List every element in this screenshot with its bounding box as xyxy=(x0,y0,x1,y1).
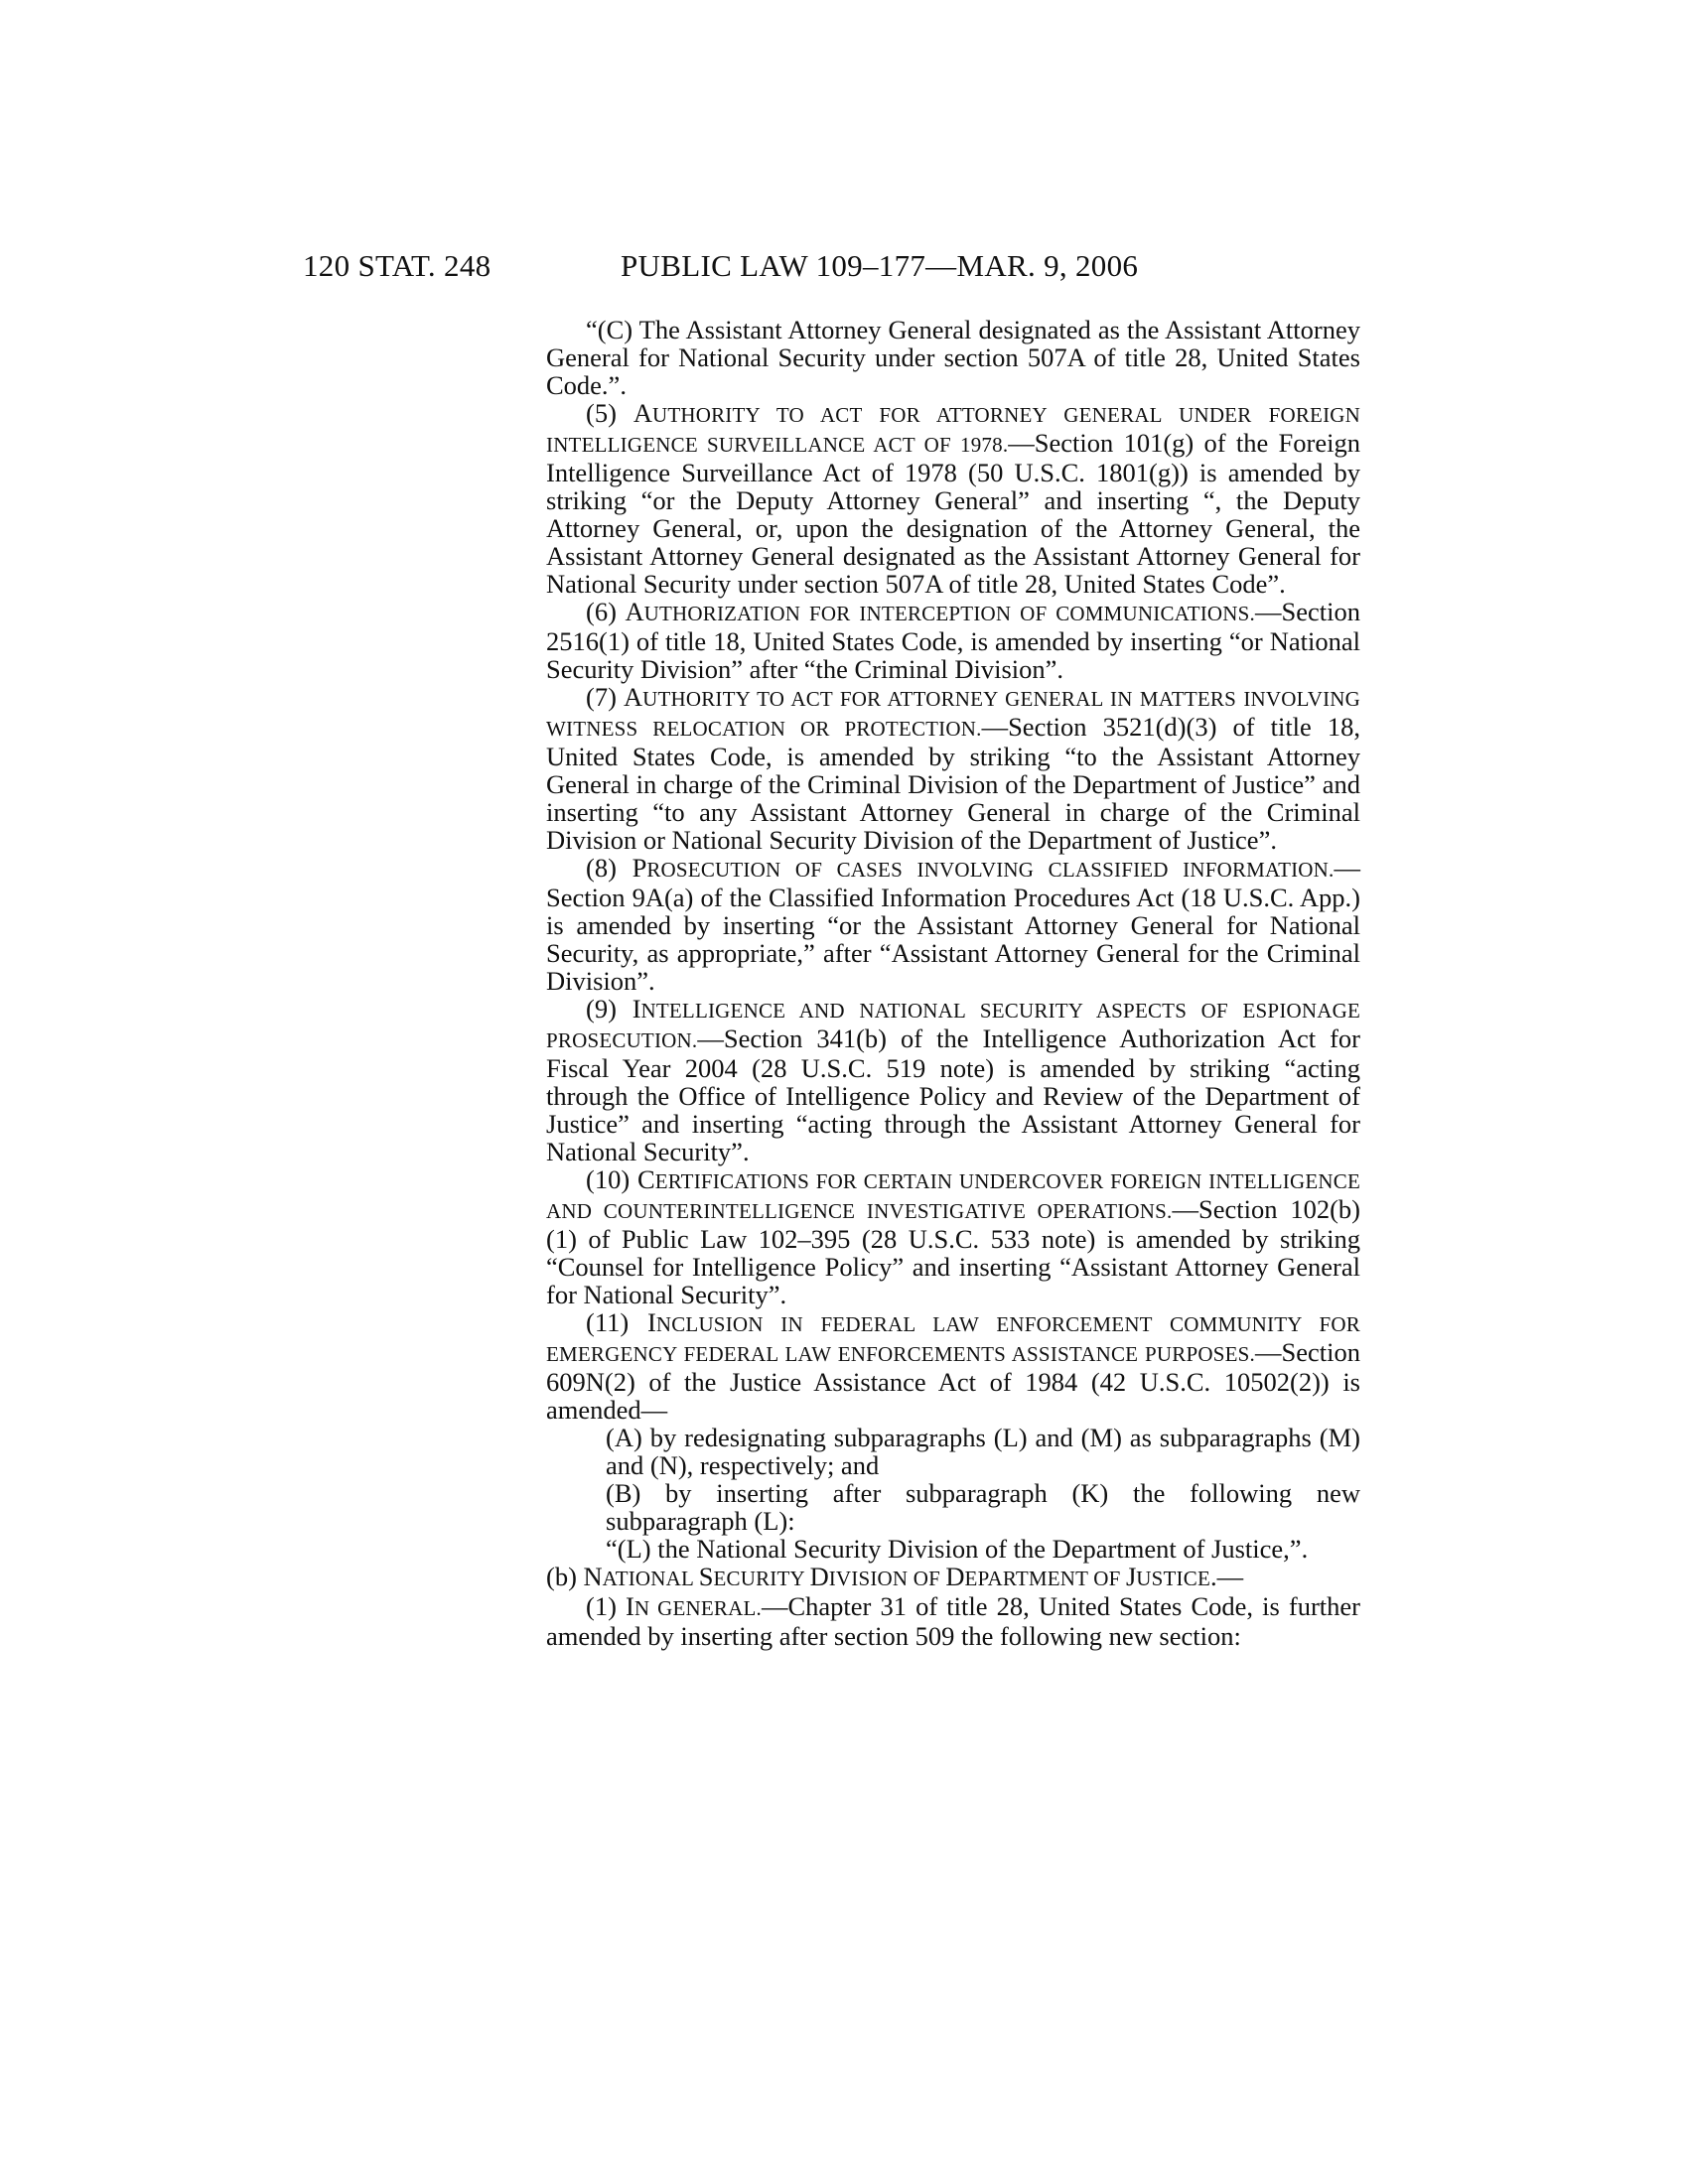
paragraph-heading: N GENERAL. xyxy=(633,1596,762,1620)
paragraph-heading: ERTIFICATIONS FOR CERTAIN UNDERCOVER FOREIGN INTELLIGENCE AND COUNTERINTELLIGENCE INVESTIGATIVE OPERATIONS. xyxy=(546,1169,1360,1223)
statute-text xyxy=(546,316,1360,1650)
paragraph-heading: UTHORIZATION FOR INTERCEPTION OF COMMUNICATIONS. xyxy=(643,602,1255,625)
paragraph-5: (5) AUTHORITY TO ACT FOR ATTORNEY GENERAL UNDER FOREIGN INTELLIGENCE SURVEILLANCE ACT OF 1978.—Section 101(g) of the Foreign Intelligence Surveillance Act of 1978 (50 U.S.C. 1801(g)) is amended by striking “or the Deputy Attorney General” and inserting “, the Deputy Attorney General, or, upon the designation of the Attorney General, the Assistant Attorney General designated as the Assistant Attorney General for National Security under section 507A of title 28, United States Code”. xyxy=(546,398,1361,599)
running-head: PUBLIC LAW 109–177—MAR. 9, 2006 xyxy=(621,248,1139,283)
paragraph-10: (10) CERTIFICATIONS FOR CERTAIN UNDERCOVER FOREIGN INTELLIGENCE AND COUNTERINTELLIGENCE INVESTIGATIVE OPERATIONS.—Section 102(b)(1) of Public Law 102–395 (28 U.S.C. 533 note) is amended by striking “Counsel for Intelligence Policy” and inserting “Assistant Attorney General for National Security”. xyxy=(546,1164,1360,1309)
paragraph-8: (8) PROSECUTION OF CASES INVOLVING CLASSIFIED INFORMATION.—Section 9A(a) of the Classified Information Procedures Act (18 U.S.C. App.) is amended by inserting “or the Assistant Attorney General for National Security, as appropriate,” after “Assistant Attorney General for the Criminal Division”. xyxy=(546,853,1360,996)
quoted-subparagraph-c: “(C) The Assistant Attorney General designated as the Assistant Attorney General for National Security under section 507A of title 28, United States Code.”. xyxy=(546,315,1360,400)
quoted-subparagraph-l: “(L) the National Security Division of the Department of Justice,”. xyxy=(606,1534,1309,1564)
page-number: 120 STAT. 248 xyxy=(303,248,492,283)
subparagraph-b: (B) by inserting after subparagraph (K) the following new subparagraph (L): xyxy=(606,1478,1360,1536)
paragraph-heading: NTELLIGENCE AND NATIONAL SECURITY ASPECTS OF ESPIONAGE PROSECUTION. xyxy=(546,999,1360,1052)
paragraph-heading: UTHORITY TO ACT FOR ATTORNEY GENERAL IN MATTERS INVOLVING WITNESS RELOCATION OR PROTECTION. xyxy=(546,687,1360,741)
paragraph-b1: (1) IN GENERAL.—Chapter 31 of title 28, United States Code, is further amended by inserting after section 509 the following new section: xyxy=(546,1591,1361,1651)
page-header xyxy=(0,248,1688,288)
paragraph-heading: NCLUSION IN FEDERAL LAW ENFORCEMENT COMMUNITY FOR EMERGENCY FEDERAL LAW ENFORCEMENTS ASSISTANCE PURPOSES. xyxy=(546,1312,1360,1366)
paragraph-6: (6) AUTHORIZATION FOR INTERCEPTION OF COMMUNICATIONS.—Section 2516(1) of title 18, United States Code, is amended by inserting “or National Security Division” after “the Criminal Division”. xyxy=(546,597,1360,684)
subparagraph-a: (A) by redesignating subparagraphs (L) and (M) as subparagraphs (M) and (N), respectively; and xyxy=(606,1423,1360,1480)
paragraph-7: (7) AUTHORITY TO ACT FOR ATTORNEY GENERAL IN MATTERS INVOLVING WITNESS RELOCATION OR PROTECTION.—Section 3521(d)(3) of title 18, United States Code, is amended by striking “to the Assistant Attorney General in charge of the Criminal Division of the Department of Justice” and inserting “to any Assistant Attorney General in charge of the Criminal Division or National Security Division of the Department of Justice”. xyxy=(546,682,1360,855)
paragraph-heading: UTHORITY TO ACT FOR ATTORNEY GENERAL UNDER FOREIGN INTELLIGENCE SURVEILLANCE ACT OF 1978. xyxy=(546,403,1361,457)
paragraph-heading: ROSECUTION OF CASES INVOLVING CLASSIFIED INFORMATION. xyxy=(646,858,1335,882)
paragraph-9: (9) INTELLIGENCE AND NATIONAL SECURITY ASPECTS OF ESPIONAGE PROSECUTION.—Section 341(b) of the Intelligence Authorization Act for Fiscal Year 2004 (28 U.S.C. 519 note) is amended by striking “acting through the Office of Intelligence Policy and Review of the Department of Justice” and inserting “acting through the Assistant Attorney General for National Security”. xyxy=(546,994,1360,1166)
subsection-b: (b) NATIONAL SECURITY DIVISION OF DEPARTMENT OF JUSTICE.— xyxy=(546,1562,1244,1591)
paragraph-11: (11) INCLUSION IN FEDERAL LAW ENFORCEMENT COMMUNITY FOR EMERGENCY FEDERAL LAW ENFORCEMENTS ASSISTANCE PURPOSES.—Section 609N(2) of the Justice Assistance Act of 1984 (42 U.S.C. 10502(2)) is amended— xyxy=(546,1307,1360,1425)
